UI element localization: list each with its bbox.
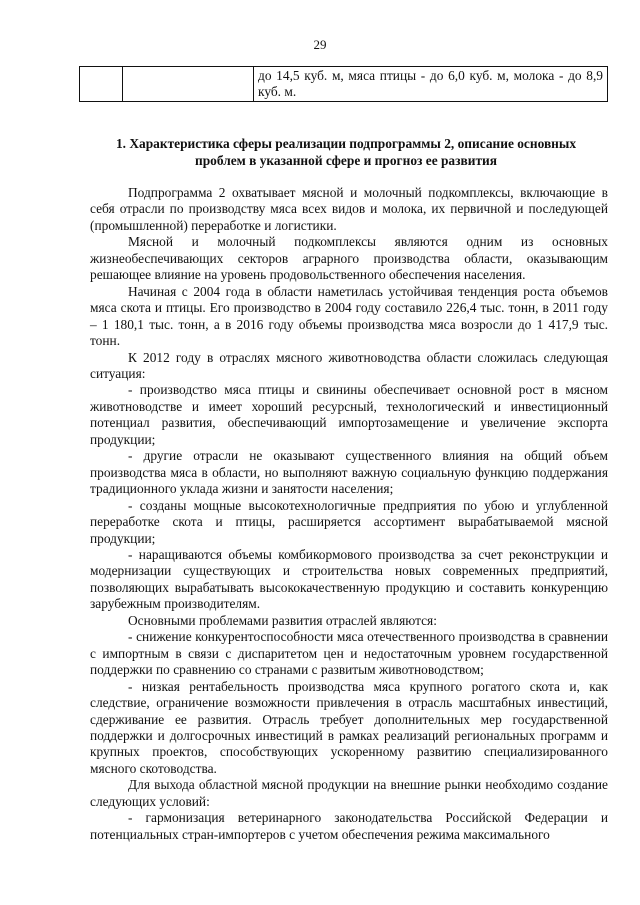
paragraph: Мясной и молочный подкомплексы являются одним из основных жизнеобеспечивающих секторов аграрного производства области, оказывающим решающее влияние на уровень продовольственного обеспечения населения. xyxy=(90,234,608,283)
document-body xyxy=(90,185,608,843)
paragraph: Основными проблемами развития отраслей являются: xyxy=(128,612,437,628)
paragraph: - наращиваются объемы комбикормового производства за счет реконструкции и модернизации существующих и строительства новых современных предприятий, позволяющих вырабатывать высококачественную продукцию и составить конкуренцию зарубежным производителям. xyxy=(90,546,608,612)
paragraph: Подпрограмма 2 охватывает мясной и молочный подкомплексы, включающие в себя отрасли по производству мяса всех видов и молока, их первичной и последующей (промышленной) переработке и логистики. xyxy=(90,185,608,233)
paragraph: - низкая рентабельность производства мяса крупного рогатого скота и, как следствие, ограничение возможности привлечения в отрасль масштабных инвестиций, сдерживание ее развития. Отрасль требует дополнительных мер государственной поддержки и долгосрочных инвестиций в рамках реализаций региональных программ и крупных проектов, способствующих ускоренному развитию специализированного мясного скотоводства. xyxy=(90,678,608,776)
paragraph: Начиная с 2004 года в области наметилась устойчивая тенденция роста объемов мяса скота и птицы. Его производство в 2004 году составило 226,4 тыс. тонн, в 2011 году – 1 180,1 тыс. тонн, а в 2016 году объемы производства мяса возросли до 1 417,9 тыс. тонн. xyxy=(90,283,608,349)
paragraph: - другие отрасли не оказывают существенного влияния на общий объем производства мяса в области, но выполняют важную социальную функцию поддержания традиционного уклада жизни и занятости населения; xyxy=(90,448,608,497)
paragraph: - производство мяса птицы и свинины обеспечивает основной рост в мясном животноводстве и имеет хороший ресурсный, технологический и инвестиционный потенциал развития, обеспечивающий импортозамещение и увеличение экспорта продукции; xyxy=(90,382,608,447)
paragraph: - гармонизация ветеринарного законодательства Российской Федерации и потенциальных стран-импортеров с учетом обеспечения режима максимального xyxy=(90,810,608,842)
page-number: 29 xyxy=(313,37,327,52)
paragraph: - созданы мощные высокотехнологичные предприятия по убою и углубленной переработке скота и птицы, расширяется ассортимент вырабатываемой мясной продукции; xyxy=(90,497,608,546)
table-cell-empty-1 xyxy=(80,67,123,102)
table-cell-empty-2 xyxy=(123,67,254,102)
paragraph: Для выхода областной мясной продукции на внешние рынки необходимо создание следующих условий: xyxy=(90,777,608,809)
paragraph: К 2012 году в отраслях мясного животноводства области сложилась следующая ситуация: xyxy=(90,349,608,381)
table-row xyxy=(80,67,608,102)
paragraph: - снижение конкурентоспособности мяса отечественного производства в сравнении с импортным в связи с диспаритетом цен и недостаточным уровнем государственной поддержки по сравнению со странами с развитым животноводством; xyxy=(90,629,608,678)
table-fragment xyxy=(79,66,608,102)
table-cell-text: до 14,5 куб. м, мяса птицы - до 6,0 куб. м, молока - до 8,9 куб. м. xyxy=(254,67,608,102)
section-heading: 1. Характеристика сферы реализации подпрограммы 2, описание основных проблем в указанной сфере и прогноз ее развития xyxy=(115,136,577,168)
